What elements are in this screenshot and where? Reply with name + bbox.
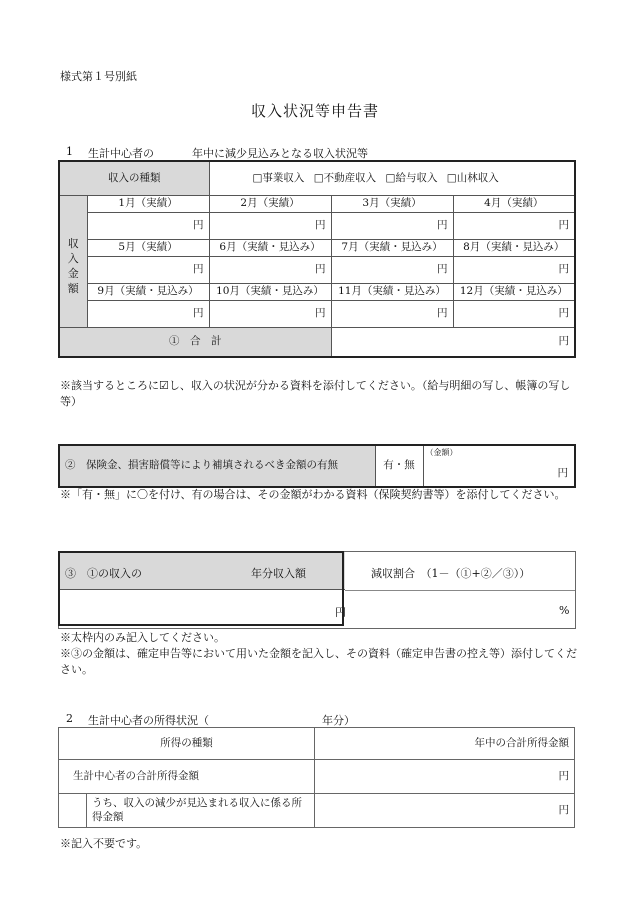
- month-amount-cell[interactable]: 円: [209, 257, 331, 284]
- income-type-label: 収入の種類: [59, 161, 209, 196]
- section2-heading-part1: 生計中心者の所得状況（: [88, 714, 209, 727]
- section2-number: 2: [66, 712, 73, 725]
- insurance-yes-no[interactable]: 有・無: [375, 445, 423, 487]
- insurance-yen: 円: [557, 466, 568, 479]
- insurance-label: ② 保険金、損害賠償等により補填されるべき金額の有無: [59, 445, 375, 487]
- checkbox-forest-income[interactable]: □山林収入: [446, 171, 499, 184]
- annual-total-header: 年中の合計所得金額: [315, 728, 575, 760]
- total-label: ① 合 計: [59, 328, 331, 358]
- section2-heading-part2: 年分）: [322, 714, 355, 727]
- month-label: 2月（実績）: [209, 196, 331, 213]
- checkbox-business-income[interactable]: □事業収入: [252, 171, 305, 184]
- total-income-label: 生計中心者の合計所得金額: [59, 760, 315, 794]
- section3-note1: ※太枠内のみ記入してください。: [60, 631, 225, 644]
- month-amount-cell[interactable]: 円: [87, 257, 209, 284]
- month-label: 10月（実績・見込み）: [209, 284, 331, 301]
- section4-note: ※記入不要です。: [60, 837, 148, 850]
- month-label: 9月（実績・見込み）: [87, 284, 209, 301]
- month-label: 8月（実績・見込み）: [453, 240, 575, 257]
- month-amount-cell[interactable]: 円: [331, 213, 453, 240]
- month-amount-cell[interactable]: 円: [87, 213, 209, 240]
- insurance-amount-cell[interactable]: [423, 445, 575, 487]
- income-table: [58, 160, 576, 358]
- annual-income-label-part2: 年分収入額: [251, 567, 306, 580]
- month-label: 1月（実績）: [87, 196, 209, 213]
- income-kind-header: 所得の種類: [59, 728, 315, 760]
- reduction-ratio-label: 減収割合 （1－（①+②／③））: [371, 567, 531, 580]
- annual-income-yen[interactable]: 円: [335, 606, 346, 619]
- month-label: 11月（実績・見込み）: [331, 284, 453, 301]
- income-status-table: [58, 727, 575, 828]
- total-amount-cell[interactable]: 円: [331, 328, 575, 358]
- month-amount-cell[interactable]: 円: [453, 301, 575, 328]
- reduced-income-label: うち、収入の減少が見込まれる収入に係る所得金額: [87, 794, 315, 828]
- month-label: 4月（実績）: [453, 196, 575, 213]
- month-amount-cell[interactable]: 円: [209, 213, 331, 240]
- month-label: 6月（実績・見込み）: [209, 240, 331, 257]
- insurance-table: [58, 444, 576, 488]
- month-label: 7月（実績・見込み）: [331, 240, 453, 257]
- income-amount-label: 収 入 金 額: [59, 196, 87, 328]
- month-amount-cell[interactable]: 円: [453, 257, 575, 284]
- section1-number: 1: [66, 145, 73, 158]
- month-label: 12月（実績・見込み）: [453, 284, 575, 301]
- month-amount-cell[interactable]: 円: [453, 213, 575, 240]
- income-type-options: [209, 161, 575, 196]
- annual-income-thick-frame: [58, 551, 344, 626]
- section3-note2: ※③の金額は、確定申告等において用いた金額を記入し、その資料（確定申告書の控え等）添付してください。: [60, 647, 577, 676]
- section1-note: ※該当するところに☑し、収入の状況が分かる資料を添付してください。（給与明細の写し、帳簿の写し等）: [60, 379, 571, 408]
- total-income-amount-cell[interactable]: 円: [315, 760, 575, 794]
- month-label: 3月（実績）: [331, 196, 453, 213]
- month-amount-cell[interactable]: 円: [331, 301, 453, 328]
- checkbox-real-estate-income[interactable]: □不動産収入: [313, 171, 377, 184]
- insurance-amount-label: （金額）: [425, 448, 458, 457]
- month-label: 5月（実績）: [87, 240, 209, 257]
- section1-heading-part1: 生計中心者の: [88, 147, 154, 160]
- month-amount-cell[interactable]: 円: [209, 301, 331, 328]
- month-amount-cell[interactable]: 円: [331, 257, 453, 284]
- checkbox-salary-income[interactable]: □給与収入: [385, 171, 438, 184]
- page-title: 収入状況等申告書: [250, 102, 379, 120]
- reduced-income-amount-cell[interactable]: 円: [315, 794, 575, 828]
- section1-heading-part2: 年中に減少見込みとなる収入状況等: [192, 147, 368, 160]
- annual-income-label-part1: ③ ①の収入の: [65, 567, 142, 580]
- section2-note: ※「有・無」に〇を付け、有の場合は、その金額がわかる資料（保険契約書等）を添付してください。: [60, 488, 566, 501]
- reduction-ratio-percent[interactable]: %: [559, 604, 570, 617]
- month-amount-cell[interactable]: 円: [87, 301, 209, 328]
- form-id: 様式第１号別紙: [60, 70, 137, 83]
